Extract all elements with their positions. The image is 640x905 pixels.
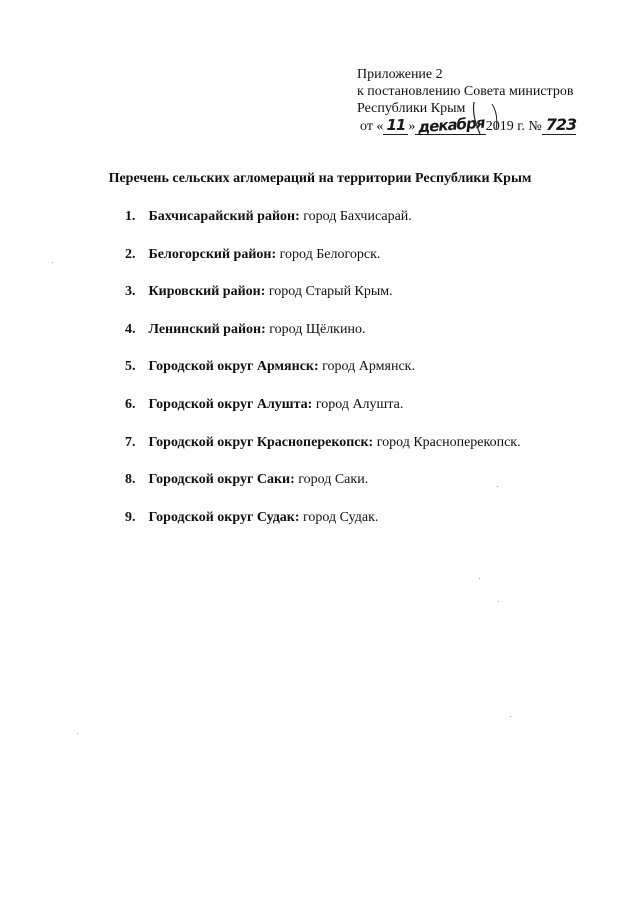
- issuer-name: Республики Крым: [357, 101, 466, 116]
- list-item: [125, 510, 521, 548]
- city-name: город Щёлкино.: [265, 321, 366, 337]
- list-item: [125, 209, 521, 247]
- list-item: [125, 247, 521, 285]
- appendix-label: Приложение 2: [357, 67, 443, 82]
- scan-speck: [52, 262, 53, 263]
- handwritten-number: 723: [545, 115, 577, 134]
- scan-speck: [497, 486, 498, 487]
- district-name: Городской округ Красноперекопск:: [148, 434, 374, 450]
- district-name: Ленинский район:: [148, 321, 266, 337]
- item-number: 1.: [125, 209, 136, 224]
- number-field: [542, 115, 577, 135]
- city-name: город Бахчисарай.: [299, 209, 412, 224]
- scan-speck: [498, 601, 499, 602]
- list-item: [125, 359, 521, 397]
- district-name: Белогорский район:: [148, 246, 277, 262]
- city-name: город Алушта.: [312, 396, 404, 412]
- item-number: 3.: [125, 284, 136, 300]
- year-text: 2019 г. №: [485, 119, 542, 134]
- district-name: Кировский район:: [148, 284, 266, 300]
- item-number: 4.: [125, 321, 136, 337]
- date-prefix: от «: [360, 119, 384, 134]
- list-item: [125, 284, 521, 322]
- item-number: 8.: [125, 472, 136, 488]
- item-number: 5.: [125, 359, 136, 375]
- city-name: город Саки.: [294, 472, 369, 488]
- district-name: Бахчисарайский район:: [148, 209, 300, 224]
- list-item: [125, 435, 521, 473]
- city-name: город Старый Крым.: [265, 284, 393, 300]
- scan-speck: [479, 578, 480, 579]
- district-name: Городской округ Армянск:: [148, 359, 319, 375]
- city-name: город Судак.: [299, 509, 379, 525]
- document-header: [357, 66, 576, 135]
- district-name: Городской округ Саки:: [148, 472, 295, 488]
- handwritten-month: декабря: [417, 113, 486, 137]
- list-item: [125, 472, 521, 510]
- scan-speck: [77, 733, 78, 734]
- date-mid: »: [408, 119, 416, 134]
- item-number: 9.: [125, 509, 136, 525]
- item-number: 6.: [125, 396, 136, 412]
- item-number: 2.: [125, 246, 136, 262]
- agglomeration-list: [125, 209, 521, 547]
- list-item: [125, 322, 521, 360]
- city-name: город Белогорск.: [276, 246, 381, 262]
- month-field: [415, 113, 486, 137]
- district-name: Городской округ Судак:: [148, 509, 300, 525]
- city-name: город Красноперекопск.: [373, 434, 521, 450]
- day-field: [383, 118, 408, 135]
- city-name: город Армянск.: [318, 359, 415, 375]
- resolution-reference: к постановлению Совета министров: [357, 84, 574, 99]
- list-item: [125, 397, 521, 435]
- handwritten-day: 11: [386, 116, 406, 134]
- district-name: Городской округ Алушта:: [148, 396, 313, 412]
- item-number: 7.: [125, 434, 136, 450]
- document-title: Перечень сельских агломераций на территории Республики Крым: [108, 171, 532, 186]
- date-number-line: [357, 113, 577, 137]
- scan-speck: [510, 716, 511, 717]
